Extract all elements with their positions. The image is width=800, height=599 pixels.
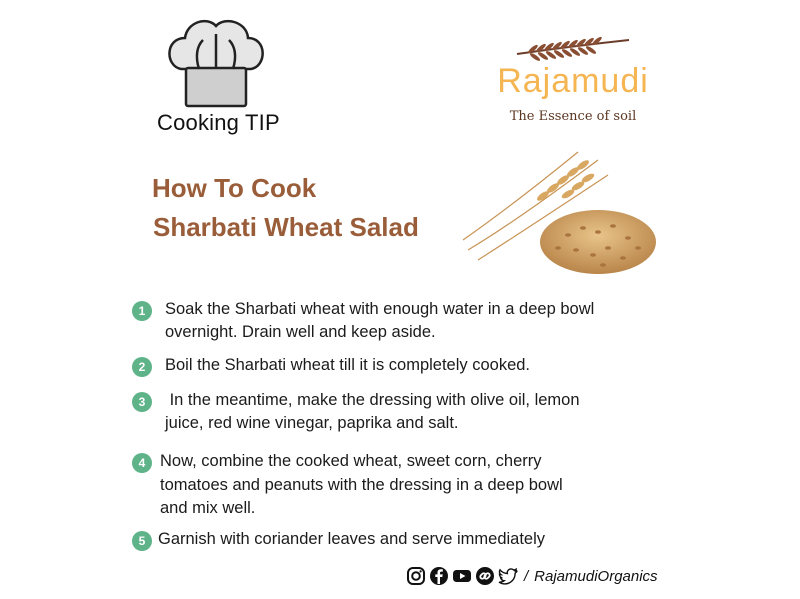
facebook-icon[interactable] [429,566,449,586]
brand-name: Rajamudi [497,62,649,100]
social-handle[interactable]: RajamudiOrganics [534,567,658,585]
step-2-line-1: Boil the Sharbati wheat till it is completely cooked. [165,356,531,374]
step-3-line-1: In the meantime, make the dressing with olive oil, lemon [165,391,580,409]
step-number-badge: 2 [132,357,152,377]
step-5-line-1: Garnish with coriander leaves and serve immediately [158,530,546,548]
step-4-line-3: and mix well. [160,499,256,517]
step-1-line-1: Soak the Sharbati wheat with enough water in a deep bowl [165,300,595,318]
social-links [406,566,658,586]
instagram-icon[interactable] [406,566,426,586]
wheat-grains-image [458,150,658,280]
brand-tagline: The Essence of soil [509,109,637,124]
page-title-line1: How To Cook [152,173,317,203]
step-1-line-2: overnight. Drain well and keep aside. [165,323,436,341]
chef-hat-icon [163,14,269,112]
step-number-badge: 3 [132,392,152,412]
step-3-line-2: juice, red wine vinegar, paprika and salt. [165,414,459,432]
wheat-leaf-icon [513,34,633,64]
cooking-tip-label: Cooking TIP [157,110,280,135]
social-separator: / [524,567,529,585]
brand-logo [478,34,668,124]
step-4-line-1: Now, combine the cooked wheat, sweet corn, cherry [160,452,542,470]
step-number-badge: 4 [132,453,152,473]
youtube-icon[interactable] [452,566,472,586]
page-title-line2: Sharbati Wheat Salad [153,212,419,242]
step-4-line-2: tomatoes and peanuts with the dressing in a deep bowl [160,476,563,494]
step-number-badge: 5 [132,531,152,551]
step-number-badge: 1 [132,301,152,321]
link-icon[interactable] [475,566,495,586]
twitter-icon[interactable] [498,566,518,586]
